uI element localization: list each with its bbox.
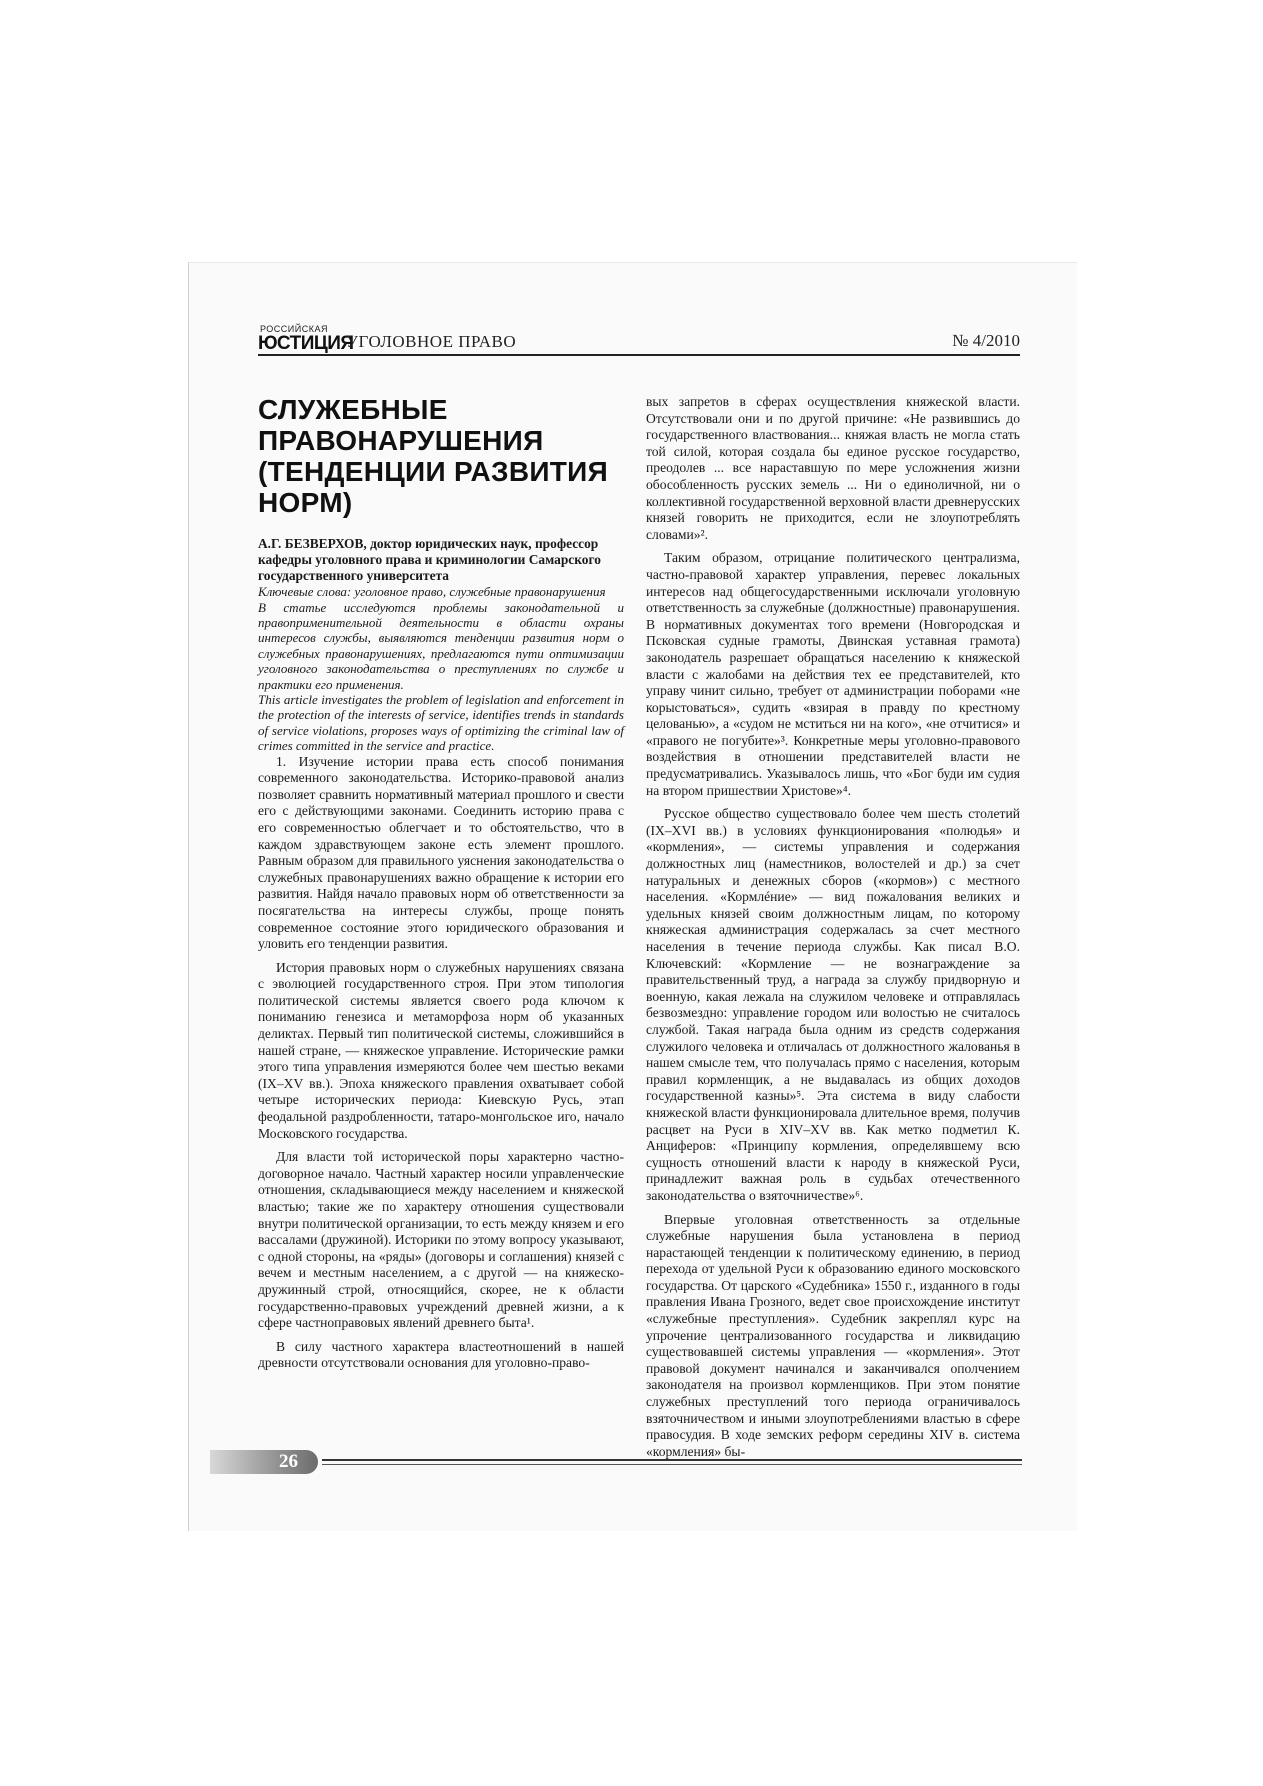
keywords: Ключевые слова: уголовное право, служебные правонарушения: [258, 584, 606, 599]
title-line: СЛУЖЕБНЫЕ: [258, 394, 448, 425]
issue-number: № 4/2010: [952, 331, 1020, 350]
footer-rule: [322, 1464, 1022, 1465]
left-column: [258, 394, 624, 1379]
title-line: (ТЕНДЕНЦИИ РАЗВИТИЯ: [258, 456, 609, 487]
abstract-en: This article investigates the problem of legislation and enforcement in the protection of the interests of service, identifies trends in standards of service violations, proposes ways of optimizing the criminal law of crimes committed in the service and practice.: [258, 691, 624, 754]
journal-logo: [258, 324, 354, 354]
author-info: А.Г. БЕЗВЕРХОВ, доктор юридических наук, профессор кафедры уголовного права и криминологии Самарского государственного университета: [258, 536, 601, 583]
article-title: [258, 394, 624, 518]
footer-rule: [322, 1459, 1022, 1461]
body-paragraph: История правовых норм о служебных нарушениях связана с эволюцией государственного строя. При этом типология политической системы является своего рода ключом к пониманию генезиса и метаморфоза норм об указанных деликтах. Первый тип политической системы, сложившийся в нашей стране, — княжеское управление. Исторические рамки этого типа управления измеряются более чем шестью веками (IX–XV вв.). Эпоха княжеского правления охватывает собой четыре исторических периода: Киевскую Русь, этап феодальной раздробленности, татаро-монгольское иго, начало Московского государства.: [258, 959, 624, 1141]
body-paragraph: В силу частного характера властеотношений в нашей древности отсутствовали основания для уголовно-право-: [258, 1338, 624, 1371]
page-footer: [210, 1450, 1022, 1476]
body-paragraph: Впервые уголовная ответственность за отдельные служебные нарушения была установлена в период нарастающей тенденции к политическому единению, в период перехода от удельной Руси к образованию единого московского государства. От царского «Судебника» 1550 г., изданного в годы правления Ивана Грозного, ведет свое происхождение институт «служебные преступления». Судебник закреплял курс на упрочение централизованного государства и ликвидацию существовавшей системы управления — «кормления». Этот правовой документ начинался и заканчивался ополчением законодателя на произвол кормленщиков. При этом понятие служебных преступлений того периода ограничивалось взяточничеством и иными злоупотреблениями властью в сфере правосудия. В ходе земских реформ середины XIV в. система «кормления» бы-: [646, 1211, 1020, 1459]
body-paragraph: вых запретов в сферах осуществления княжеской власти. Отсутствовали они и по другой причине: «Не развившись до государственного властвования... княжая власть не могла стать той силой, которая создала бы единое русское государство, преодолев ... все нараставшую по мере усложнения жизни обособленность русских земель ... Ни о единоличной, ни о коллективной государственной верховной власти древнерусских князей говорить не приходится, если не злоупотреблять словами»².: [646, 394, 1020, 542]
section-title: УГОЛОВНОЕ ПРАВО: [346, 332, 517, 351]
page-number: 26: [279, 1451, 298, 1472]
right-column: [646, 394, 1020, 1467]
page-number-badge: [210, 1450, 318, 1474]
journal-header: [258, 324, 1020, 354]
body-paragraph: 1. Изучение истории права есть способ понимания современного законодательства. Историко-правовой анализ позволяет сравнить нормативный материал прошлого и свести его с действующими законами. Соединить историю права с его современностью облегчает и то обстоятельство, что в каждом здравствующем законе есть элемент прошлого. Равным образом для правильного уяснения законодательства о служебных правонарушениях важно обращение к истории его развития. Найдя начало правовых норм об ответственности за посягательства на интересы службы, проще понять современное состояние этого юридического образования и уловить его тенденции развития.: [258, 753, 624, 952]
abstract-ru: В статье исследуются проблемы законодательной и правоприменительной деятельности в области охраны интересов службы, выявляются тенденции развития норм о служебных правонарушениях, предлагаются пути оптимизации уголовного законодательства о преступлениях по службе и практики его применения.: [258, 599, 624, 692]
logo-main-text: ЮСТИЦИЯ: [258, 333, 354, 354]
body-paragraph: Русское общество существовало более чем шесть столетий (IX–XVI вв.) в условиях функционирования «полюдья» и «кормления», — системы управления и содержания должностных лиц (наместников, волостелей и др.) за счет натуральных и денежных сборов («кормов») с местного населения. «Кормлéние» — вид пожалования великих и удельных князей своим должностным лицам, по которому княжеская администрация содержалась за счет местного населения в течение периода службы. Как писал В.О. Ключевский: «Кормление — не вознаграждение за правительственный труд, а награда за службу придворную и военную, какая лежала на служилом человеке и отправлялась безвозмездно: управление городом или волостью не считалось службой. Такая награда была одним из средств содержания служилого человека и отличалась от должностного жалованья в нашем смысле тем, что получалась прямо с населения, которым правил кормленщик, а не выдавалась из общих доходов государственной казны»⁵. Эта система в виду слабости княжеской власти функционировала длительное время, получив расцвет на Руси в XIV–XV вв. Как метко подметил К. Анциферов: «Принципу кормления, определявшему всю сущность отношений власти к народу в княжеской Руси, принадлежит важная роль в судьбах отечественного законодательства о взяточничестве»⁶.: [646, 806, 1020, 1203]
header-rule: [258, 354, 1020, 356]
logo-top-text: РОССИЙСКАЯ: [260, 324, 328, 334]
body-paragraph: Для власти той исторической поры характерно частно-договорное начало. Частный характер носили управленческие отношения, складывающиеся между населением и княжеской властью; такие же по характеру отношения существовали внутри политической организации, то есть между князем и его вассалами (дружиной). Историки по этому вопросу указывают, с одной стороны, на «ряды» (договоры и соглашения) князей с вечем и местным населением, а с другой — на княжеско-дружинный строй, относящийся, скорее, не к области государственно-правовых учреждений древней жизни, а к сфере частноправовых явлений древнего быта¹.: [258, 1149, 624, 1331]
title-line: ПРАВОНАРУШЕНИЯ: [258, 425, 544, 456]
body-paragraph: Таким образом, отрицание политического централизма, частно-правовой характер управления, перевес локальных интересов над общегосударственными исключали уголовную ответственность за служебные (должностные) правонарушения. В нормативных документах того времени (Новгородская и Псковская судные грамоты, Двинская уставная грамота) законодатель разрешает обращаться населению к княжеской власти с жалобами на действия тех ее представителей, кто управу чинит сильно, требует от администрации поборами «не корыстоваться», судить «взирая в правду по крестному целованью», а «судом не мститься ни на кого», «не отчитися» и «правого не погубите»³. Конкретные меры уголовно-правового воздействия в отношении представителей власти не предусматривались. Указывалось лишь, что «Бог буди им судия на втором пришествии Христове»⁴.: [646, 550, 1020, 798]
title-line: НОРМ): [258, 487, 353, 518]
